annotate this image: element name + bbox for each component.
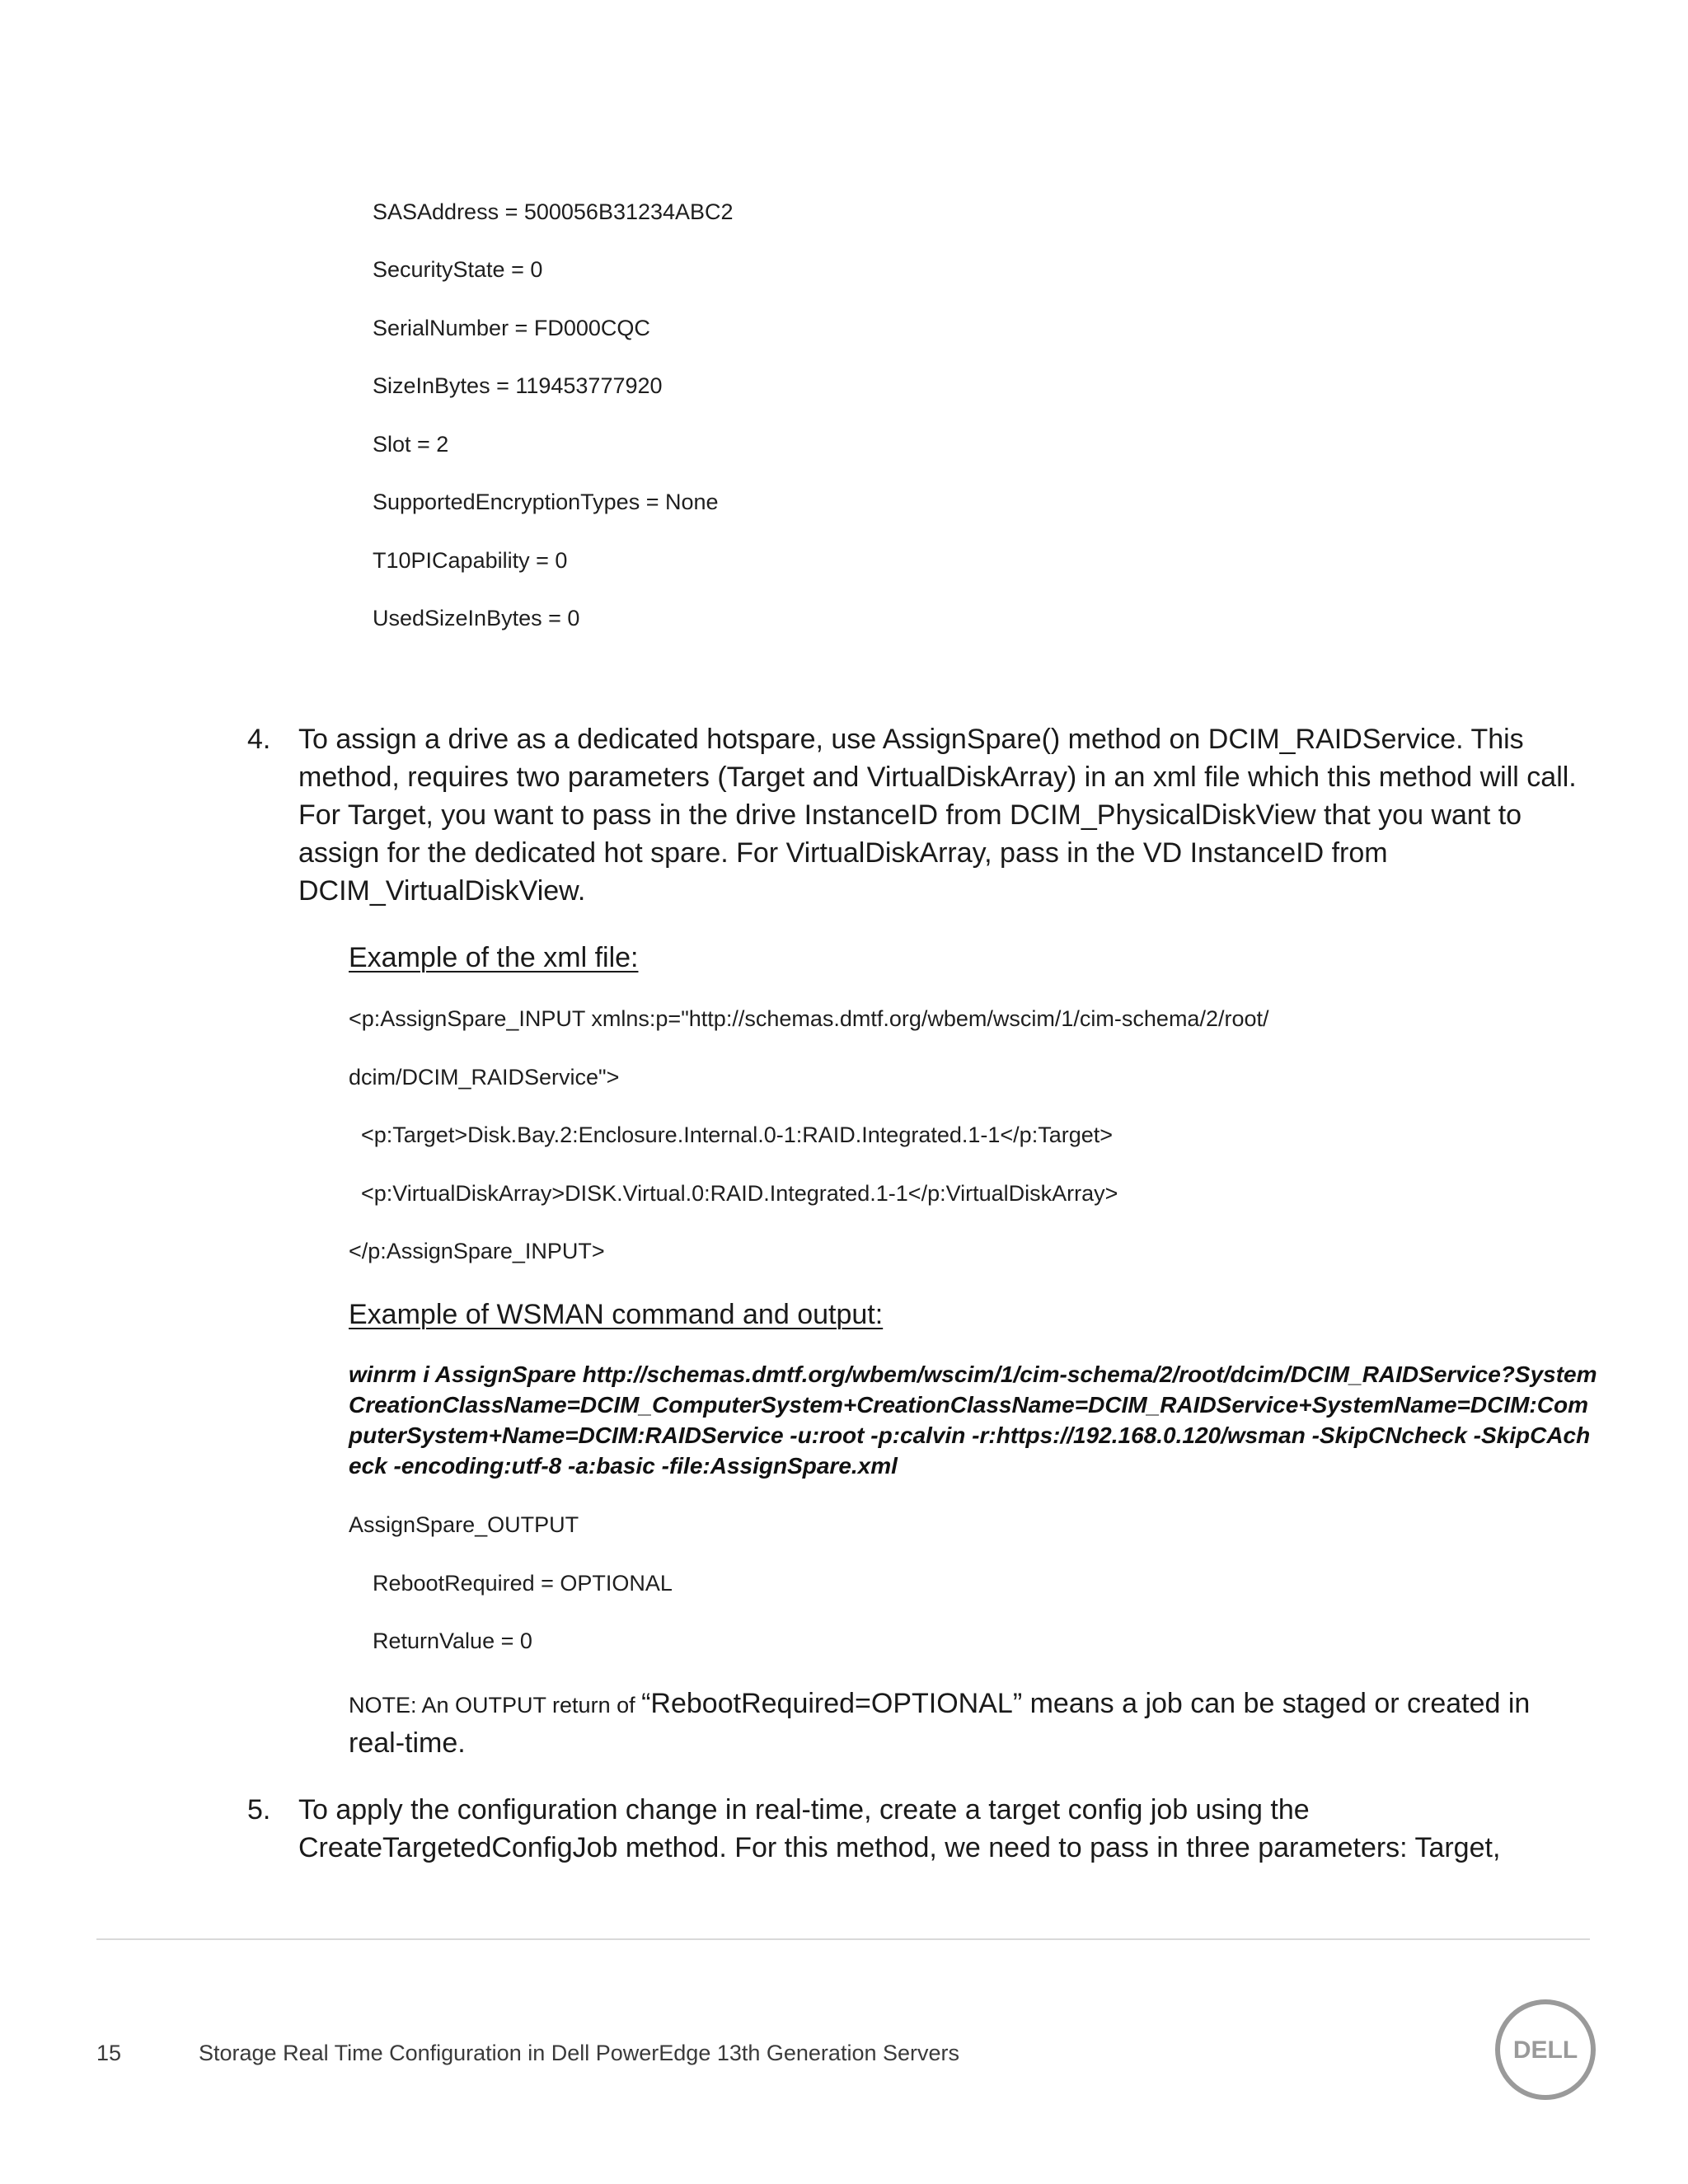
- footer-title: Storage Real Time Configuration in Dell PowerEdge 13th Generation Servers: [199, 2041, 959, 2065]
- property-line: SerialNumber = FD000CQC: [373, 316, 650, 340]
- xml-code-line: <p:VirtualDiskArray>DISK.Virtual.0:RAID.Integrated.1-1</p:VirtualDiskArray>: [349, 1181, 1118, 1206]
- note-text: “RebootRequired=OPTIONAL” means a job can be staged or created in real-time.: [349, 1688, 1531, 1759]
- property-line: UsedSizeInBytes = 0: [373, 606, 580, 630]
- xml-code-line: dcim/DCIM_RAIDService">: [349, 1065, 620, 1090]
- property-line: T10PICapability = 0: [373, 548, 568, 573]
- page-number: 15: [96, 2041, 122, 2065]
- xml-code-line: <p:Target>Disk.Bay.2:Enclosure.Internal.0-1:RAID.Integrated.1-1</p:Target>: [349, 1122, 1114, 1147]
- note-label: NOTE: An OUTPUT return of: [349, 1693, 642, 1718]
- xml-example-heading: Example of the xml file:: [349, 942, 639, 973]
- step-text: To assign a drive as a dedicated hotspare, use AssignSpare() method on DCIM_RAIDService. This method, requires two parameters (Target and VirtualDiskArray) in an xml file which this method will call. For Target, you want to pass in the drive InstanceID from DCIM_PhysicalDiskView that you want to assign for the dedicated hot spare. For VirtualDiskArray, pass in the VD InstanceID from DCIM_VirtualDiskView.: [298, 724, 1577, 907]
- footer-divider: [96, 1938, 1590, 1940]
- step-number: 5.: [247, 1794, 271, 1825]
- dell-logo-icon: [1493, 1998, 1597, 2102]
- property-line: SizeInBytes = 119453777920: [373, 373, 663, 398]
- property-line: Slot = 2: [373, 432, 449, 457]
- property-line: SecurityState = 0: [373, 257, 543, 282]
- output-line: ReturnValue = 0: [373, 1629, 532, 1653]
- dell-logo-text: DELL: [1512, 2036, 1578, 2064]
- property-line: SupportedEncryptionTypes = None: [373, 490, 719, 514]
- output-title: AssignSpare_OUTPUT: [349, 1512, 579, 1537]
- property-line: SASAddress = 500056B31234ABC2: [373, 199, 734, 224]
- output-line: RebootRequired = OPTIONAL: [373, 1571, 673, 1596]
- note: [349, 1685, 1585, 1762]
- wsman-example-heading: Example of WSMAN command and output:: [349, 1299, 884, 1330]
- wsman-command: winrm i AssignSpare http://schemas.dmtf.org/wbem/wscim/1/cim-schema/2/root/dcim/DCIM_RAIDService?SystemCreationClassName=DCIM_ComputerSystem+CreationClassName=DCIM_RAIDService+SystemName=DCIM:ComputerSystem+Name=DCIM:RAIDService -u:root -p:calvin -r:https://192.168.0.120/wsman -SkipCNcheck -SkipCAcheck -encoding:utf-8 -a:basic -file:AssignSpare.xml: [349, 1361, 1597, 1479]
- step-text: To apply the configuration change in real-time, create a target config job using the CreateTargetedConfigJob method. For this method, we need to pass in three parameters: Target,: [298, 1794, 1501, 1863]
- xml-code-line: </p:AssignSpare_INPUT>: [349, 1239, 605, 1263]
- step-number: 4.: [247, 724, 271, 755]
- xml-code-line: <p:AssignSpare_INPUT xmlns:p="http://schemas.dmtf.org/wbem/wscim/1/cim-schema/2/root/: [349, 1006, 1269, 1031]
